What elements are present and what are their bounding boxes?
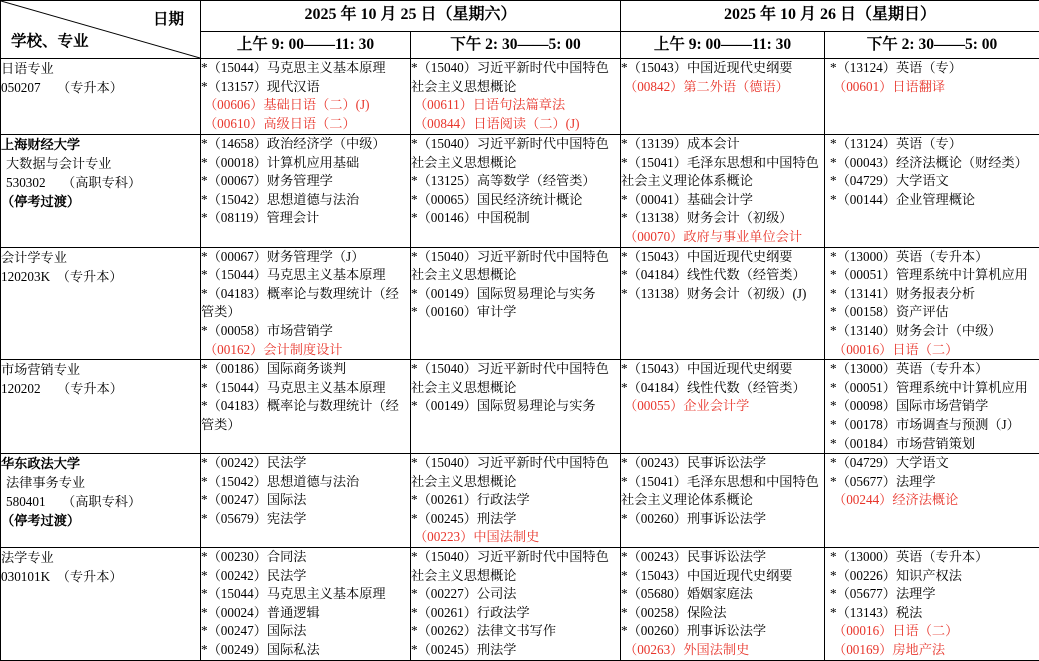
course-item: *（15044）马克思主义基本原理: [201, 59, 410, 78]
table-row: [1, 454, 1039, 548]
school-cell: [1, 360, 201, 454]
school-line: 050207 （专升本）: [1, 78, 200, 97]
course-item: *（15041）毛泽东思想和中国特色社会主义理论体系概论: [621, 154, 824, 191]
course-item: *（00260）刑事诉讼法学: [621, 622, 824, 641]
course-item: *（04729）大学语文: [830, 454, 1037, 473]
course-item: *（00242）民法学: [201, 454, 410, 473]
table-row: [1, 135, 1039, 248]
course-item: （00606）基础日语（二）(J): [201, 96, 410, 115]
course-cell: [411, 59, 621, 135]
course-item: *（13124）英语（专）: [830, 135, 1037, 154]
course-item: *（15040）习近平新时代中国特色社会主义思想概论: [411, 548, 620, 585]
course-item: *（13139）成本会计: [621, 135, 824, 154]
session-sun-pm: 下午 2: 30——5: 00: [825, 32, 1039, 59]
course-item: *（00051）管理系统中计算机应用: [830, 379, 1037, 398]
course-item: *（04729）大学语文: [830, 172, 1037, 191]
course-item: *（00098）国际市场营销学: [830, 397, 1037, 416]
course-cell: [411, 135, 621, 248]
course-item: （00169）房地产法: [830, 641, 1037, 660]
session-sun-am: 上午 9: 00——11: 30: [621, 32, 825, 59]
header-row-days: [1, 1, 1039, 32]
school-cell: [1, 454, 201, 548]
school-line: 法学专业: [1, 548, 200, 567]
school-line: 030101K （专升本）: [1, 567, 200, 586]
course-item: *（15043）中国近现代史纲要: [621, 360, 824, 379]
school-line: 华东政法大学: [1, 454, 200, 473]
course-item: *（15040）习近平新时代中国特色社会主义思想概论: [411, 135, 620, 172]
table-row: [1, 247, 1039, 360]
course-item: *（00146）中国税制: [411, 209, 620, 228]
course-item: *（13157）现代汉语: [201, 78, 410, 97]
date-axis-label: 日期: [153, 7, 184, 29]
course-item: （00070）政府与事业单位会计: [621, 228, 824, 247]
course-item: *（13124）英语（专）: [830, 59, 1037, 78]
course-item: *（00058）市场营销学: [201, 322, 410, 341]
school-line: 580401 （高职专科）: [1, 492, 200, 511]
school-cell: [1, 548, 201, 661]
course-item: *（15043）中国近现代史纲要: [621, 59, 824, 78]
course-item: *（00067）财务管理学: [201, 172, 410, 191]
course-item: *（00065）国民经济统计概论: [411, 191, 620, 210]
course-cell: [201, 59, 411, 135]
course-item: *（00249）国际私法: [201, 641, 410, 660]
course-item: *（00261）行政法学: [411, 604, 620, 623]
school-line: 大数据与会计专业: [1, 154, 200, 173]
course-item: *（00245）刑法学: [411, 510, 620, 529]
course-item: *（05680）婚姻家庭法: [621, 585, 824, 604]
course-item: *（15040）习近平新时代中国特色社会主义思想概论: [411, 454, 620, 491]
course-item: *（00243）民事诉讼法学: [621, 548, 824, 567]
course-item: *（00018）计算机应用基础: [201, 154, 410, 173]
course-item: *（00149）国际贸易理论与实务: [411, 397, 620, 416]
course-item: *（15040）习近平新时代中国特色社会主义思想概论: [411, 360, 620, 397]
course-cell: [201, 135, 411, 248]
course-item: *（00261）行政法学: [411, 491, 620, 510]
course-item: *（15041）毛泽东思想和中国特色社会主义理论体系概论: [621, 473, 824, 510]
school-line: 120203K （专升本）: [1, 267, 200, 286]
course-item: （00601）日语翻译: [830, 78, 1037, 97]
course-cell: [825, 454, 1039, 548]
school-line: 上海财经大学: [1, 135, 200, 154]
course-item: *（00260）刑事诉讼法学: [621, 510, 824, 529]
course-item: *（13143）税法: [830, 604, 1037, 623]
course-item: *（00149）国际贸易理论与实务: [411, 285, 620, 304]
course-item: *（00160）审计学: [411, 303, 620, 322]
course-item: *（13000）英语（专升本）: [830, 548, 1037, 567]
course-item: *（04183）概率论与数理统计（经管类）: [201, 397, 410, 434]
course-item: *（05677）法理学: [830, 473, 1037, 492]
course-item: *（00067）财务管理学（J）: [201, 248, 410, 267]
course-item: *（00247）国际法: [201, 622, 410, 641]
course-item: （00055）企业会计学: [621, 397, 824, 416]
schedule-body: [1, 59, 1039, 661]
course-item: *（00186）国际商务谈判: [201, 360, 410, 379]
course-cell: [621, 454, 825, 548]
day2-header: 2025 年 10 月 26 日（星期日）: [621, 1, 1039, 32]
course-cell: [621, 135, 825, 248]
course-item: （00263）外国法制史: [621, 641, 824, 660]
course-item: *（15044）马克思主义基本原理: [201, 585, 410, 604]
course-item: *（00226）知识产权法: [830, 567, 1037, 586]
course-item: *（05679）宪法学: [201, 510, 410, 529]
school-cell: [1, 135, 201, 248]
school-line: 530302 （高职专科）: [1, 173, 200, 192]
course-item: *（13125）高等数学（经管类）: [411, 172, 620, 191]
day1-header: 2025 年 10 月 25 日（星期六）: [201, 1, 621, 32]
school-line: 市场营销专业: [1, 360, 200, 379]
course-item: *（13000）英语（专升本）: [830, 360, 1037, 379]
course-item: *（15044）马克思主义基本原理: [201, 266, 410, 285]
course-item: *（00184）市场营销策划: [830, 435, 1037, 454]
course-item: *（00262）法律文书写作: [411, 622, 620, 641]
course-item: *（00178）市场调查与预测（J）: [830, 416, 1037, 435]
school-cell: [1, 59, 201, 135]
course-item: *（00043）经济法概论（财经类）: [830, 154, 1037, 173]
course-item: *（13000）英语（专升本）: [830, 248, 1037, 267]
table-row: [1, 360, 1039, 454]
course-item: *（05677）法理学: [830, 585, 1037, 604]
course-item: *（15042）思想道德与法治: [201, 473, 410, 492]
course-item: （00610）高级日语（二）: [201, 115, 410, 134]
course-item: *（00227）公司法: [411, 585, 620, 604]
course-cell: [621, 247, 825, 360]
course-cell: [411, 548, 621, 661]
course-item: *（00247）国际法: [201, 491, 410, 510]
course-cell: [825, 135, 1039, 248]
course-item: （00162）会计制度设计: [201, 341, 410, 360]
course-item: *（13141）财务报表分析: [830, 285, 1037, 304]
course-item: *（04184）线性代数（经管类）: [621, 266, 824, 285]
school-cell: [1, 247, 201, 360]
course-item: *（00258）保险法: [621, 604, 824, 623]
table-row: [1, 548, 1039, 661]
course-item: *（13140）财务会计（中级）: [830, 322, 1037, 341]
course-item: *（15043）中国近现代史纲要: [621, 248, 824, 267]
course-item: *（00230）合同法: [201, 548, 410, 567]
course-item: *（15040）习近平新时代中国特色社会主义思想概论: [411, 59, 620, 96]
table-header: [1, 1, 1039, 59]
course-item: *（15043）中国近现代史纲要: [621, 567, 824, 586]
school-line: （停考过渡）: [1, 511, 200, 530]
course-item: *（13138）财务会计（初级）(J): [621, 285, 824, 304]
course-item: *（00243）民事诉讼法学: [621, 454, 824, 473]
course-item: *（00041）基础会计学: [621, 191, 824, 210]
course-cell: [825, 548, 1039, 661]
course-cell: [825, 59, 1039, 135]
course-item: *（00242）民法学: [201, 567, 410, 586]
course-item: *（00144）企业管理概论: [830, 191, 1037, 210]
course-item: *（15040）习近平新时代中国特色社会主义思想概论: [411, 248, 620, 285]
course-item: *（15042）思想道德与法治: [201, 191, 410, 210]
school-line: 会计学专业: [1, 248, 200, 267]
session-sat-pm: 下午 2: 30——5: 00: [411, 32, 621, 59]
course-cell: [411, 454, 621, 548]
school-line: 120202 （专升本）: [1, 379, 200, 398]
course-item: *（14658）政治经济学（中级）: [201, 135, 410, 154]
course-cell: [201, 360, 411, 454]
course-cell: [621, 548, 825, 661]
course-item: *（00024）普通逻辑: [201, 604, 410, 623]
course-cell: [621, 59, 825, 135]
session-sat-am: 上午 9: 00——11: 30: [201, 32, 411, 59]
course-cell: [621, 360, 825, 454]
school-axis-label: 学校、专业: [11, 29, 89, 51]
school-line: （停考过渡）: [1, 192, 200, 211]
diagonal-header-cell: [1, 1, 201, 59]
course-item: （00844）日语阅读（二）(J): [411, 115, 620, 134]
course-cell: [201, 454, 411, 548]
course-item: *（15044）马克思主义基本原理: [201, 379, 410, 398]
course-cell: [825, 360, 1039, 454]
course-cell: [411, 247, 621, 360]
course-cell: [201, 247, 411, 360]
course-item: （00016）日语（二）: [830, 341, 1037, 360]
course-item: *（13138）财务会计（初级）: [621, 209, 824, 228]
course-item: （00244）经济法概论: [830, 491, 1037, 510]
school-line: 日语专业: [1, 59, 200, 78]
course-cell: [201, 548, 411, 661]
course-item: *（04183）概率论与数理统计（经管类）: [201, 285, 410, 322]
course-item: *（00158）资产评估: [830, 303, 1037, 322]
course-item: *（00245）刑法学: [411, 641, 620, 660]
course-item: *（04184）线性代数（经管类）: [621, 379, 824, 398]
course-item: （00223）中国法制史: [411, 528, 620, 547]
table-row: [1, 59, 1039, 135]
course-item: （00016）日语（二）: [830, 622, 1037, 641]
course-item: *（00051）管理系统中计算机应用: [830, 266, 1037, 285]
course-cell: [825, 247, 1039, 360]
course-cell: [411, 360, 621, 454]
course-item: （00842）第二外语（德语）: [621, 78, 824, 97]
course-item: （00611）日语句法篇章法: [411, 96, 620, 115]
school-line: 法律事务专业: [1, 473, 200, 492]
course-item: *（08119）管理会计: [201, 209, 410, 228]
